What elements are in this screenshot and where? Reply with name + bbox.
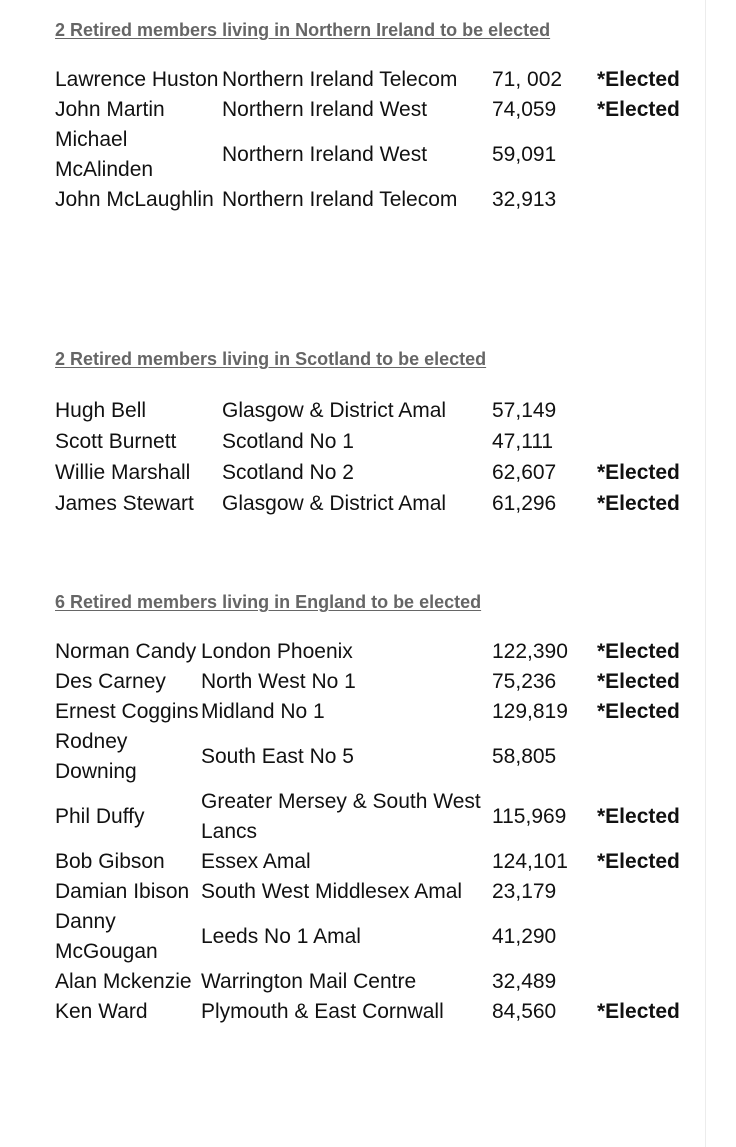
candidate-name: Michael McAlinden [55, 128, 154, 181]
candidate-name: John Martin [55, 98, 165, 121]
candidate-votes: 122,390 [492, 640, 568, 663]
candidate-branch: Plymouth & East Cornwall [201, 1000, 444, 1023]
elected-status: *Elected [597, 68, 680, 91]
candidate-name: Norman Candy [55, 640, 197, 663]
candidate-votes: 57,149 [492, 398, 557, 422]
results-table [55, 637, 680, 1027]
elected-status [577, 967, 680, 997]
table-row [55, 787, 680, 847]
elected-status [577, 395, 680, 426]
table-row [55, 125, 680, 185]
candidate-name: Des Carney [55, 670, 166, 693]
elected-status: *Elected [597, 850, 680, 873]
candidate-name: Alan Mckenzie [55, 970, 192, 993]
candidate-votes: 61,296 [492, 491, 557, 515]
elected-status [577, 426, 680, 457]
section-heading: 2 Retired members living in Northern Ireland to be elected [55, 20, 551, 40]
candidate-name: Scott Burnett [55, 430, 177, 453]
table-row [55, 697, 680, 727]
page-edge-divider [705, 0, 706, 1147]
candidate-branch: Midland No 1 [201, 700, 325, 723]
results-table [55, 65, 680, 215]
candidate-votes: 75,236 [492, 670, 557, 693]
section-heading: 6 Retired members living in England to be elected [55, 592, 482, 612]
table-row [55, 967, 680, 997]
section-england [55, 592, 680, 1027]
elected-status [577, 125, 680, 185]
results-table [55, 395, 680, 519]
candidate-branch: Leeds No 1 Amal [201, 925, 361, 948]
candidate-name: Hugh Bell [55, 399, 147, 422]
candidate-branch: Essex Amal [201, 850, 311, 873]
candidate-name: Willie Marshall [55, 461, 191, 484]
table-row [55, 637, 680, 667]
candidate-name: Bob Gibson [55, 850, 165, 873]
candidate-name: Rodney Downing [55, 730, 137, 783]
elected-status [577, 185, 680, 215]
elected-status [577, 727, 680, 787]
section-scotland [55, 349, 680, 519]
candidate-name: Damian Ibison [55, 880, 190, 903]
elected-status [577, 907, 680, 967]
candidate-votes: 59,091 [492, 143, 557, 166]
table-row [55, 185, 680, 215]
candidate-votes: 58,805 [492, 745, 557, 768]
table-row [55, 847, 680, 877]
elected-status: *Elected [597, 700, 680, 723]
candidate-name: John McLaughlin [55, 188, 214, 211]
candidate-name: James Stewart [55, 492, 194, 515]
candidate-votes: 74,059 [492, 98, 557, 121]
elected-status: *Elected [597, 670, 680, 693]
candidate-name: Phil Duffy [55, 805, 145, 828]
candidate-votes: 23,179 [492, 880, 557, 903]
candidate-branch: South East No 5 [201, 745, 354, 768]
elected-status: *Elected [597, 491, 680, 515]
table-row [55, 426, 680, 457]
candidate-name: Lawrence Huston [55, 68, 219, 91]
candidate-branch: Northern Ireland West [222, 143, 428, 166]
table-row [55, 457, 680, 488]
candidate-votes: 32,913 [492, 188, 557, 211]
candidate-branch: Scotland No 2 [222, 460, 354, 484]
candidate-branch: London Phoenix [201, 640, 353, 663]
candidate-branch: Warrington Mail Centre [201, 970, 417, 993]
table-row [55, 997, 680, 1027]
elected-status [577, 877, 680, 907]
candidate-branch: Northern Ireland West [222, 98, 428, 121]
candidate-votes: 71, 002 [492, 68, 563, 91]
section-heading: 2 Retired members living in Scotland to be elected [55, 349, 487, 369]
table-row [55, 667, 680, 697]
table-row [55, 65, 680, 95]
candidate-votes: 129,819 [492, 700, 568, 723]
elected-status: *Elected [597, 805, 680, 828]
candidate-branch: Northern Ireland Telecom [222, 68, 458, 91]
elected-status: *Elected [597, 640, 680, 663]
candidate-votes: 32,489 [492, 970, 557, 993]
candidate-branch: Scotland No 1 [222, 429, 354, 453]
candidate-votes: 62,607 [492, 460, 557, 484]
candidate-votes: 124,101 [492, 850, 568, 873]
candidate-branch: North West No 1 [201, 670, 356, 693]
candidate-votes: 41,290 [492, 925, 557, 948]
elected-status: *Elected [597, 460, 680, 484]
candidate-votes: 115,969 [492, 805, 567, 828]
candidate-votes: 84,560 [492, 1000, 557, 1023]
candidate-branch: Glasgow & District Amal [222, 398, 447, 422]
candidate-name: Danny McGougan [55, 910, 158, 963]
table-row [55, 488, 680, 519]
table-row [55, 907, 680, 967]
elected-status: *Elected [597, 98, 680, 121]
table-row [55, 727, 680, 787]
table-row [55, 877, 680, 907]
candidate-name: Ken Ward [55, 1000, 148, 1023]
candidate-branch: Northern Ireland Telecom [222, 188, 458, 211]
table-row [55, 395, 680, 426]
candidate-branch: Greater Mersey & South West Lancs [201, 790, 481, 843]
candidate-branch: Glasgow & District Amal [222, 491, 447, 515]
candidate-name: Ernest Coggins [55, 700, 199, 723]
elected-status: *Elected [597, 1000, 680, 1023]
table-row [55, 95, 680, 125]
candidate-votes: 47,111 [492, 429, 554, 453]
section-northern-ireland [55, 20, 680, 215]
candidate-branch: South West Middlesex Amal [201, 880, 463, 903]
